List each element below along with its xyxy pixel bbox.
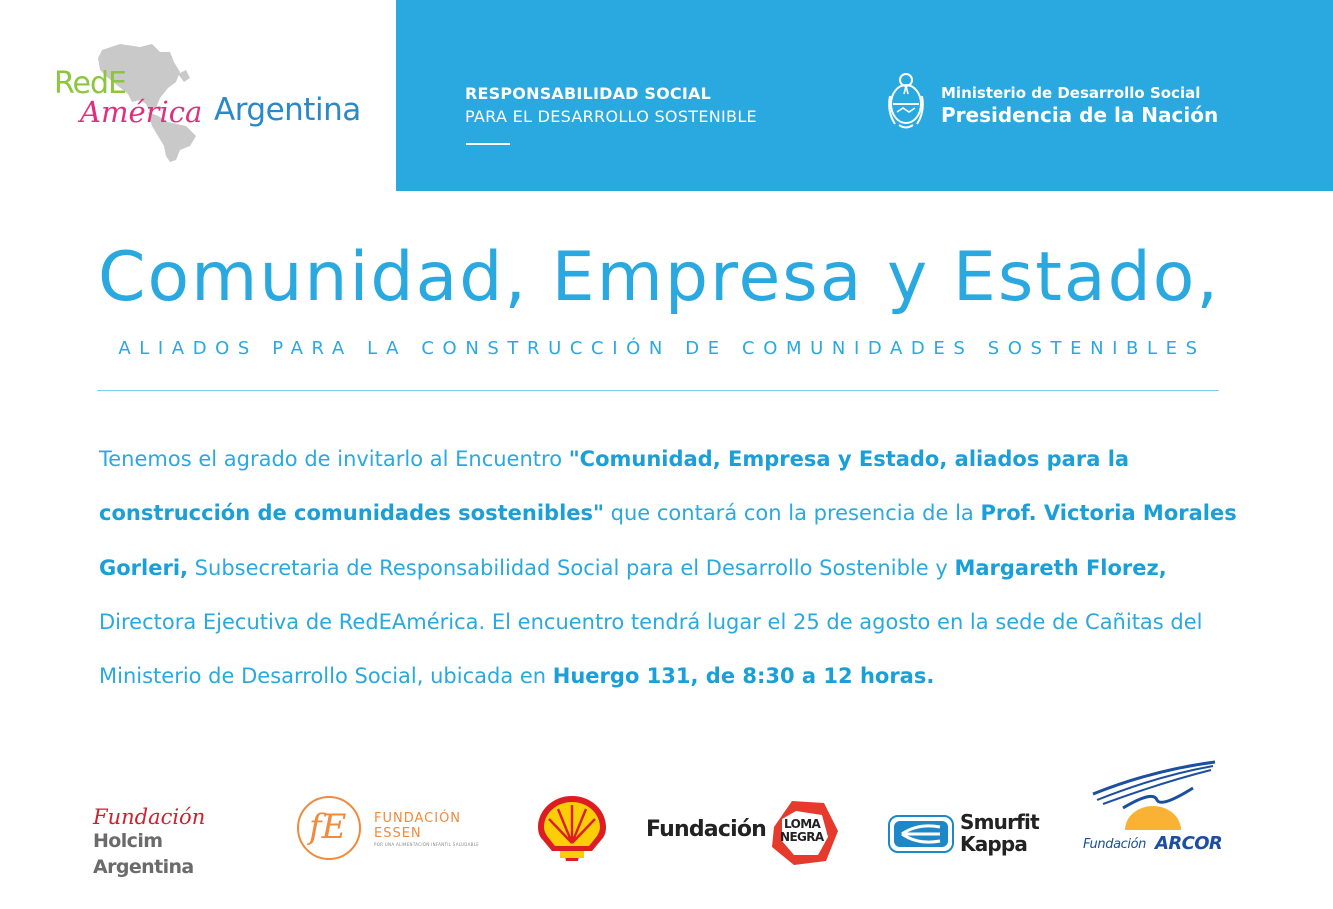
header-banner: [396, 0, 1333, 191]
speaker-1: Prof. Victoria Morales Gorleri,: [99, 501, 1237, 580]
logo-argentina: Argentina: [214, 92, 361, 128]
sponsor-holcim-logo: [93, 805, 263, 878]
holcim-line1: Fundación: [93, 805, 206, 829]
event-location-time: Huergo 131, de 8:30 a 12 horas.: [552, 664, 935, 689]
smurfit-line1: Smurfit: [960, 810, 1039, 834]
arcor-bird-sun-icon: [1083, 760, 1233, 840]
redeamerica-logo: [0, 0, 396, 191]
event-name: "Comunidad, Empresa y Estado, aliados para la construcción de comunidades sostenibles": [99, 447, 1130, 526]
invitation-text-4: Directora Ejecutiva de RedEAmérica. El encuentro tendrá lugar el 25 de agosto en la sede de Cañitas del Ministerio de Desarrollo Social, ubicada en: [99, 609, 1203, 689]
sponsor-essen-logo: [296, 795, 496, 861]
program-subtitle: PARA EL DESARROLLO SOSTENIBLE: [465, 107, 757, 126]
lomanegra-line1: LOMA: [784, 817, 821, 831]
logo-america: América: [80, 95, 203, 129]
program-title: RESPONSABILIDAD SOCIAL: [465, 84, 712, 103]
sponsor-smurfit-logo: [888, 810, 1048, 858]
arcor-name: ARCOR: [1155, 833, 1223, 854]
smurfit-line2: Kappa: [960, 832, 1028, 856]
invitation-text: [99, 432, 1249, 703]
sponsor-arcor-logo: [1083, 760, 1233, 860]
argentina-coat-of-arms-icon: [887, 68, 925, 132]
invitation-text-2: que contará con la presencia de la: [603, 501, 981, 526]
essen-tagline: POR UNA ALIMENTACIÓN INFANTIL SALUDABLE: [374, 842, 480, 847]
essen-monogram: fE: [309, 807, 347, 847]
sponsor-lomanegra-logo: [646, 797, 846, 867]
invitation-text-1: Tenemos el agrado de invitarlo al Encuentro: [99, 447, 569, 471]
logo-rede: RedE: [54, 66, 126, 101]
ministry-name: Ministerio de Desarrollo Social: [941, 84, 1201, 102]
essen-line1: FUNDACIÓN: [374, 811, 462, 826]
essen-line2: ESSEN: [374, 826, 422, 841]
program-divider: [466, 143, 510, 145]
smurfit-kappa-icon: [888, 815, 954, 853]
sponsor-shell-logo: [534, 793, 610, 863]
title-divider: [97, 390, 1219, 391]
page-subtitle: ALIADOS PARA LA CONSTRUCCIÓN DE COMUNIDADES SOSTENIBLES: [118, 338, 1206, 359]
invitation-text-3: Subsecretaria de Responsabilidad Social para el Desarrollo Sostenible y: [188, 555, 955, 580]
speaker-2: Margareth Florez,: [954, 555, 1167, 580]
arcor-prefix: Fundación: [1083, 837, 1146, 852]
lomanegra-line2: NEGRA: [780, 830, 824, 844]
presidency-name: Presidencia de la Nación: [941, 103, 1219, 127]
holcim-line2: Holcim Argentina: [93, 830, 194, 878]
lomanegra-prefix: Fundación: [646, 817, 767, 842]
page-title: Comunidad, Empresa y Estado,: [98, 238, 1220, 317]
shell-logo-icon: [534, 793, 610, 863]
